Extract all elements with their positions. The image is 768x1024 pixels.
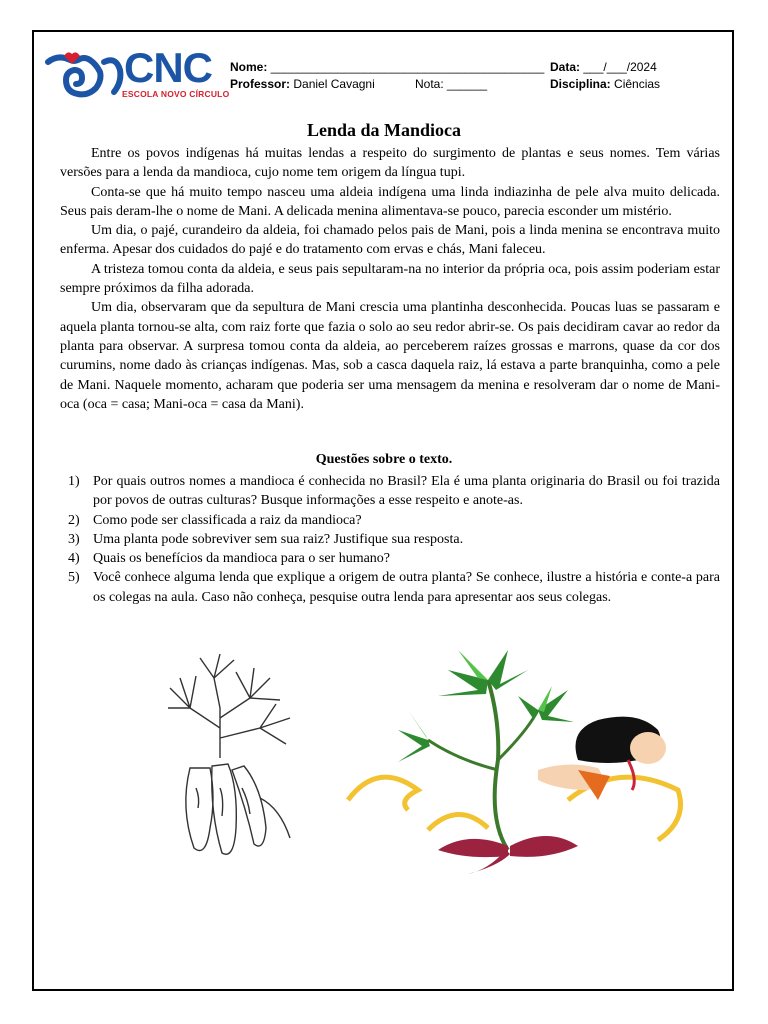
paragraph: Entre os povos indígenas há muitas lendas a respeito do surgimento de plantas e seus nomes. Tem várias versões para a lenda da mandioca, cujo nome tem origem da língua tupi.	[60, 146, 720, 181]
disciplina-field	[550, 77, 660, 91]
paragraph: A tristeza tomou conta da aldeia, e seus pais sepultaram-na no interior da própria oca, pois assim poderiam estar sempre próximos da filha adorada.	[60, 261, 720, 297]
question-number: 5)	[68, 570, 80, 586]
paragraph: Um dia, o pajé, curandeiro da aldeia, foi chamado pelos pais de Mani, pois a linda menina se encontrava muito enferma. Apesar dos cuidados do pajé e do tratamento com ervas e chás, Mani faleceu.	[60, 223, 720, 258]
nota-value: ______	[447, 77, 488, 91]
nota-label: Nota:	[415, 77, 444, 91]
question-number: 1)	[68, 474, 80, 489]
question-number: 2)	[68, 512, 80, 528]
nome-blank: _________________________________________	[270, 60, 545, 74]
data-field	[550, 60, 657, 74]
list-item	[60, 549, 720, 568]
data-value: ___/___/2024	[583, 60, 657, 74]
professor-label: Professor:	[230, 77, 291, 91]
story-text	[60, 144, 720, 414]
questions-title: Questões sobre o texto.	[315, 452, 453, 467]
disciplina-label: Disciplina:	[550, 77, 611, 91]
question-text: Uma planta pode sobreviver sem sua raiz? Justifique sua resposta.	[93, 531, 464, 547]
professor-value: Daniel Cavagni	[293, 77, 375, 91]
question-text: Por quais outros nomes a mandioca é conhecida no Brasil? Ela é uma planta originaria do Brasil ou foi trazida por povos de outras culturas? Busque informações a esse respeito e anote-as.	[93, 474, 720, 509]
question-text: Como pode ser classificada a raiz da mandioca?	[93, 512, 362, 528]
questions-list	[60, 472, 720, 607]
cassava-drawing-icon	[150, 648, 310, 868]
question-text: Você conhece alguma lenda que explique a origem de outra planta? Se conhece, ilustre a história e conte-a para os colegas na aula. Caso não conheça, pesquise outra lenda para apresentar aos seus colegas.	[93, 570, 720, 605]
professor-field	[230, 77, 375, 91]
page-title: Lenda da Mandioca	[306, 120, 462, 140]
data-label: Data:	[550, 60, 581, 74]
list-item	[60, 530, 720, 549]
paragraph: Um dia, observaram que da sepultura de Mani crescia uma plantinha desconhecida. Poucas luas se passaram e aquela planta tornou-se alta, com raiz forte que fazia o solo ao seu redor abrir-se. Os pais decidiram cavar ao redor da planta para observar. A surpresa tomou conta da aldeia, ao perceberem raízes grossas e marrons, quase da cor dos curumins, nome dado às crianças indígenas. Mas, sob a casca daquela raiz, lá estava a parte branquinha, como a pele de Mani. Naquele momento, acharam que poderia ser uma mensagem da menina e resolveram dar o nome de Mani-oca (oca = casa; Mani-oca = casa da Mani).	[60, 300, 720, 412]
question-number: 4)	[68, 551, 80, 567]
list-item	[60, 568, 720, 607]
logo-text: CNC	[124, 44, 212, 91]
nome-label: Nome:	[230, 60, 268, 74]
question-number: 3)	[68, 531, 80, 547]
list-item	[60, 472, 720, 511]
disciplina-value: Ciências	[614, 77, 661, 91]
paragraph: Conta-se que há muito tempo nasceu uma aldeia indígena uma linda indiazinha de pele alva muito delicada. Seus pais deram-lhe o nome de Mani. A delicada menina alimentava-se pouco, parecia esconder um mistério.	[60, 184, 720, 219]
list-item	[60, 511, 720, 530]
logo-subtitle: ESCOLA NOVO CÍRCULO	[122, 89, 230, 99]
question-text: Quais os benefícios da mandioca para o ser humano?	[93, 551, 391, 567]
mani-legend-illustration-icon	[338, 650, 698, 876]
nome-field	[230, 60, 544, 74]
nota-field	[415, 77, 487, 91]
